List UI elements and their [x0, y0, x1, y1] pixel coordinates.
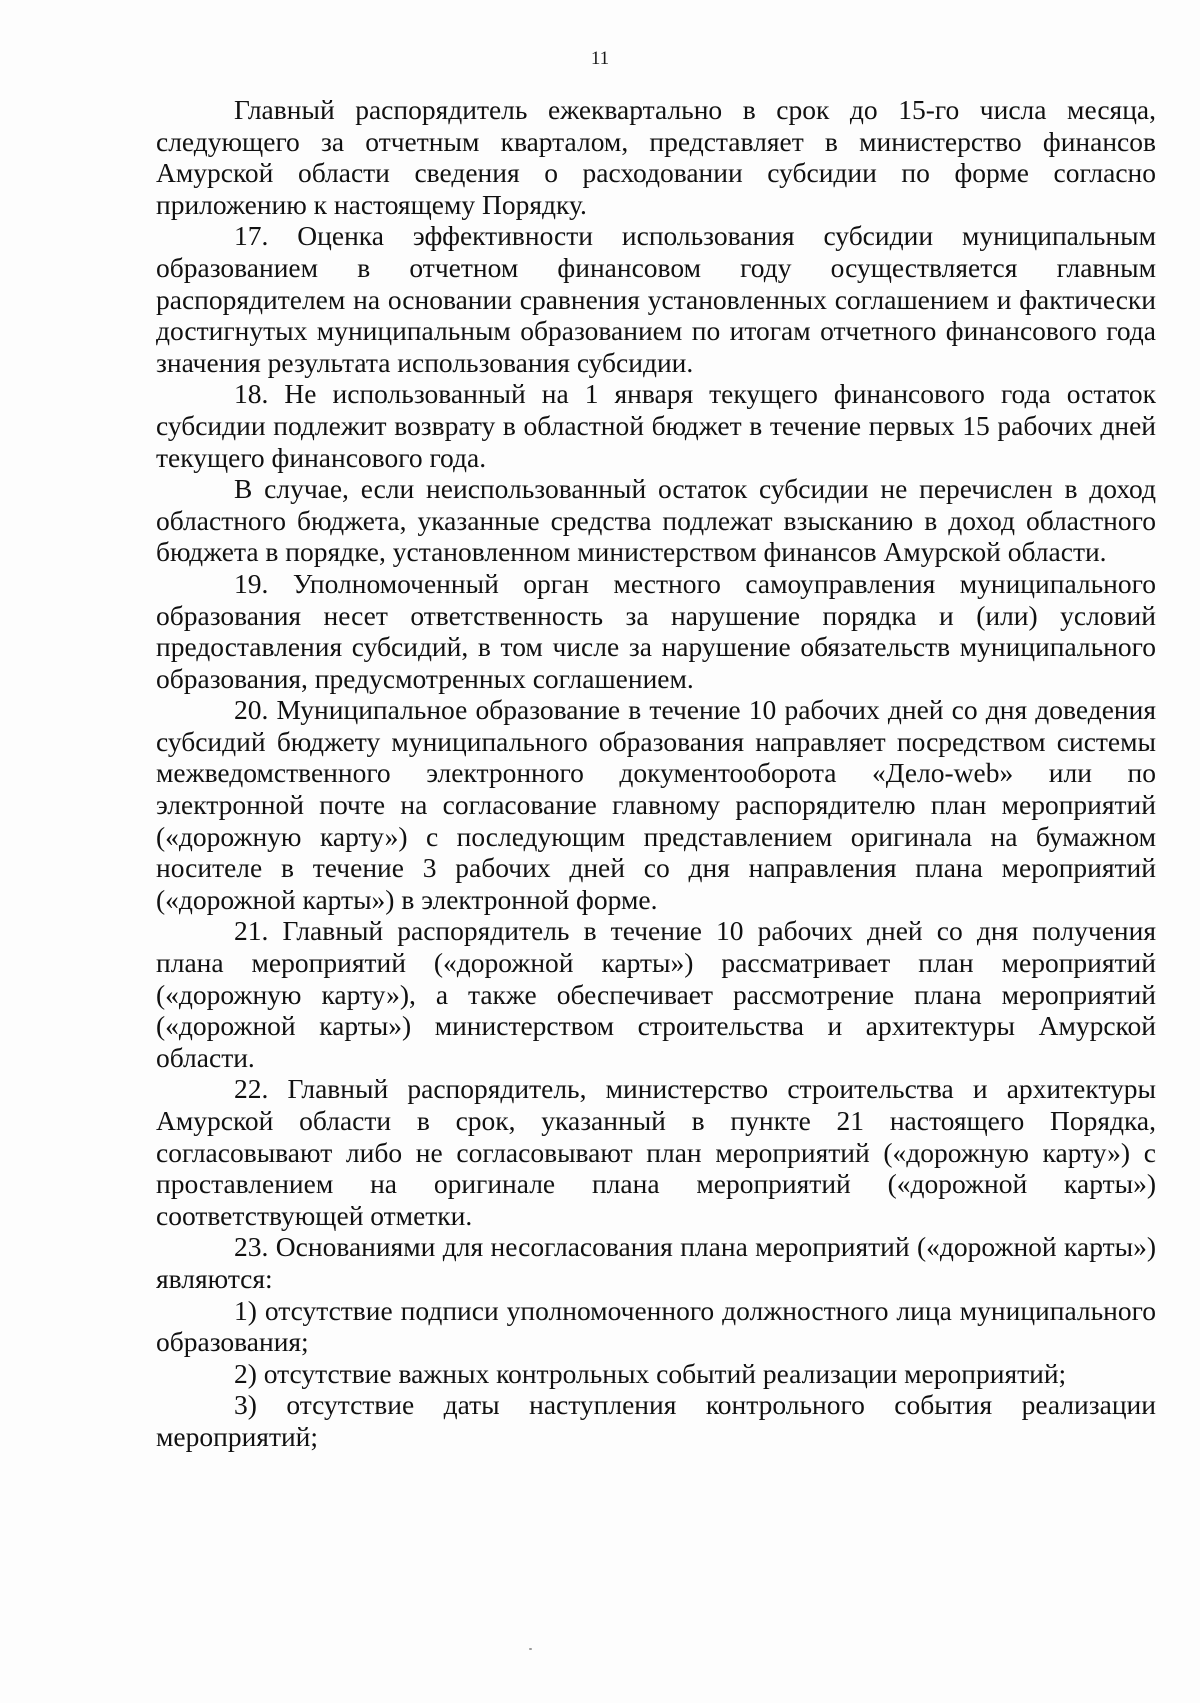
document-body — [156, 94, 1156, 1453]
paragraph-23: 23. Основаниями для несогласования плана мероприятий («дорожной карты») являются: — [156, 1231, 1156, 1294]
paragraph-21: 21. Главный распорядитель в течение 10 рабочих дней со дня получения плана мероприятий («дорожной карты») рассматривает план мероприятий («дорожную карту»), а также обеспечивает рассмотрение плана мероприятий («дорожной карты») министерством строительства и архитектуры Амурской области. — [156, 915, 1156, 1073]
paragraph-20: 20. Муниципальное образование в течение 10 рабочих дней со дня доведения субсидий бюджету муниципального образования направляет посредством системы межведомственного электронного документооборота «Дело-web» или по электронной почте на согласование главному распорядителю план мероприятий («дорожную карту») с последующим представлением оригинала на бумажном носителе в течение 3 рабочих дней со дня направления плана мероприятий («дорожной карты») в электронной форме. — [156, 694, 1156, 915]
paragraph-22: 22. Главный распорядитель, министерство строительства и архитектуры Амурской области в срок, указанный в пункте 21 настоящего Порядка, согласовывают либо не согласовывают план мероприятий («дорожную карту») с проставлением на оригинале плана мероприятий («дорожной карты») соответствующей отметки. — [156, 1073, 1156, 1231]
paragraph-18-unspent-balance: В случае, если неиспользованный остаток субсидии не перечислен в доход областного бюджета, указанные средства подлежат взысканию в доход областного бюджета в порядке, установленном министерством финансов Амурской области. — [156, 473, 1156, 568]
list-item-1: 1) отсутствие подписи уполномоченного должностного лица муниципального образования; — [156, 1294, 1156, 1358]
list-item-2: 2) отсутствие важных контрольных событий реализации мероприятий; — [234, 1357, 1067, 1389]
paragraph-17: 17. Оценка эффективности использования субсидии муниципальным образованием в отчетном финансовом году осуществляется главным распорядителем на основании сравнения установленных соглашением и фактически достигнутых муниципальным образованием по итогам отчетного финансового года значения результата использования субсидии. — [156, 220, 1156, 378]
paragraph-quarterly-report: Главный распорядитель ежеквартально в срок до 15-го числа месяца, следующего за отчетным кварталом, представляет в министерство финансов Амурской области сведения о расходовании субсидии по форме согласно приложению к настоящему Порядку. — [156, 94, 1156, 220]
paragraph-19: 19. Уполномоченный орган местного самоуправления муниципального образования несет ответственность за нарушение порядка и (или) условий предоставления субсидий, в том числе за нарушение обязательств муниципального образования, предусмотренных соглашением. — [156, 567, 1156, 694]
list-item-3: 3) отсутствие даты наступления контрольного события реализации мероприятий; — [156, 1389, 1156, 1452]
page-number: 11 — [590, 48, 610, 69]
paragraph-18: 18. Не использованный на 1 января текущего финансового года остаток субсидии подлежит возврату в областной бюджет в течение первых 15 рабочих дней текущего финансового года. — [156, 378, 1156, 473]
scan-speck — [529, 1648, 532, 1650]
